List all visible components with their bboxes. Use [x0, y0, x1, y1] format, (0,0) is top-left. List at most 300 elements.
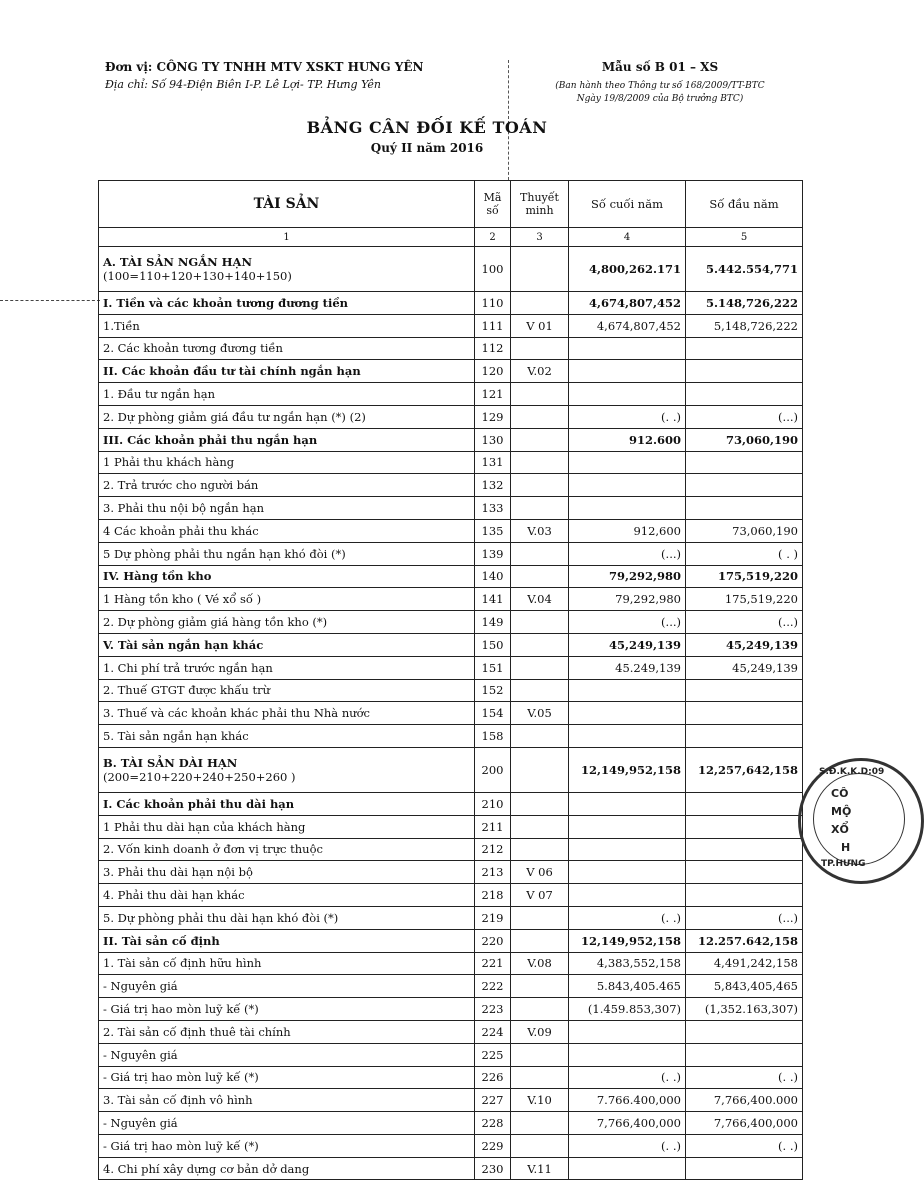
asset-name-cell [99, 588, 475, 611]
asset-name: 1 Phải thu dài hạn của khách hàng [103, 819, 306, 834]
table-row [99, 633, 803, 656]
company-seal: S.Đ.K.K.D:09 CÔ MỘ XỔ H TP.HƯNG [798, 758, 924, 884]
table-row [99, 952, 803, 975]
col-index: 3 [511, 228, 569, 247]
table-row [99, 565, 803, 588]
asset-name: 4. Phải thu dài hạn khác [103, 888, 245, 903]
asset-name-cell [99, 1089, 475, 1112]
end-year-cell: (...) [569, 542, 686, 565]
end-year-cell [569, 1157, 686, 1180]
asset-name: - Giá trị hao mòn luỹ kế (*) [103, 1070, 259, 1085]
end-year-cell: 7.766.400,000 [569, 1089, 686, 1112]
asset-name: 4. Chi phí xây dựng cơ bản dở dang [103, 1161, 310, 1176]
asset-name: 5 Dự phòng phải thu ngắn hạn khó đòi (*) [103, 546, 346, 561]
note-cell [511, 838, 569, 861]
asset-name: II. Các khoản đầu tư tài chính ngắn hạn [103, 364, 361, 379]
title-period: Quý II năm 2016 [370, 141, 484, 155]
begin-year-cell: 5,148,726,222 [686, 314, 803, 337]
end-year-cell [569, 383, 686, 406]
note-cell [511, 497, 569, 520]
asset-name: 4 Các khoản phải thu khác [103, 523, 259, 538]
asset-name: 3. Tài sản cố định vô hình [103, 1093, 253, 1108]
asset-name-cell [99, 633, 475, 656]
asset-name-cell [99, 247, 475, 292]
asset-name-cell [99, 952, 475, 975]
note-cell [511, 998, 569, 1021]
table-row [99, 337, 803, 360]
code-cell: 140 [475, 565, 511, 588]
code-cell: 221 [475, 952, 511, 975]
col-index: 1 [99, 228, 475, 247]
note-cell [511, 725, 569, 748]
note-cell [511, 611, 569, 634]
asset-name: V. Tài sản ngắn hạn khác [103, 637, 264, 652]
end-year-cell [569, 1043, 686, 1066]
code-cell: 210 [475, 792, 511, 815]
note-cell: V.09 [511, 1020, 569, 1043]
code-cell: 149 [475, 611, 511, 634]
end-year-cell: 912.600 [569, 428, 686, 451]
code-cell: 133 [475, 497, 511, 520]
asset-name-cell [99, 998, 475, 1021]
code-cell: 228 [475, 1112, 511, 1135]
code-cell: 129 [475, 405, 511, 428]
col-header-end-year: Số cuối năm [569, 181, 686, 228]
asset-name: - Nguyên giá [103, 1115, 178, 1130]
code-cell: 121 [475, 383, 511, 406]
table-row [99, 1043, 803, 1066]
table-row [99, 815, 803, 838]
note-cell [511, 428, 569, 451]
note-cell [511, 474, 569, 497]
asset-name: B. TÀI SẢN DÀI HẠN [103, 755, 238, 770]
end-year-cell: 5.843,405.465 [569, 975, 686, 998]
header-right [530, 60, 790, 106]
asset-name-cell [99, 611, 475, 634]
end-year-cell [569, 838, 686, 861]
asset-name: III. Các khoản phải thu ngắn hạn [103, 432, 318, 447]
asset-name-cell [99, 792, 475, 815]
asset-name-cell [99, 861, 475, 884]
table-row [99, 360, 803, 383]
asset-name-cell [99, 1112, 475, 1135]
asset-name-cell [99, 884, 475, 907]
begin-year-cell: 45,249,139 [686, 656, 803, 679]
note-cell: V.11 [511, 1157, 569, 1180]
code-cell: 211 [475, 815, 511, 838]
begin-year-cell: 5,843,405,465 [686, 975, 803, 998]
note-cell [511, 679, 569, 702]
asset-formula: (100=110+120+130+140+150) [103, 269, 292, 283]
code-cell: 224 [475, 1020, 511, 1043]
end-year-cell [569, 792, 686, 815]
title-main: BẢNG CÂN ĐỐI KẾ TOÁN [306, 118, 548, 137]
code-cell: 213 [475, 861, 511, 884]
code-cell: 135 [475, 519, 511, 542]
asset-name: A. TÀI SẢN NGẮN HẠN [103, 255, 252, 269]
code-cell: 227 [475, 1089, 511, 1112]
asset-name-cell [99, 314, 475, 337]
note-cell: V.05 [511, 702, 569, 725]
asset-name-cell [99, 679, 475, 702]
note-cell [511, 975, 569, 998]
table-row [99, 1134, 803, 1157]
table-row [99, 1020, 803, 1043]
begin-year-cell [686, 1043, 803, 1066]
asset-name: 2. Trả trước cho người bán [103, 478, 259, 493]
asset-name: 5. Tài sản ngắn hạn khác [103, 729, 249, 744]
begin-year-cell: (...) [686, 405, 803, 428]
table-row [99, 861, 803, 884]
asset-name-cell [99, 519, 475, 542]
col-header-begin-year: Số đầu năm [686, 181, 803, 228]
code-cell: 150 [475, 633, 511, 656]
code-cell: 100 [475, 247, 511, 292]
asset-name: - Giá trị hao mòn luỹ kế (*) [103, 1002, 259, 1016]
asset-name: 1. Chi phí trả trước ngắn hạn [103, 660, 273, 675]
begin-year-cell: 7,766,400.000 [686, 1089, 803, 1112]
regulation-note-line1: (Ban hành theo Thông tư số 168/2009/TT-BTC [555, 81, 765, 91]
code-cell: 218 [475, 884, 511, 907]
unit-address: Địa chỉ: Số 94-Điện Biên I-P. Lê Lợi- TP. Hưng Yên [105, 78, 381, 91]
form-number: Mẫu số B 01 – XS [601, 60, 719, 74]
regulation-note [530, 80, 790, 106]
note-cell [511, 1134, 569, 1157]
asset-name-cell [99, 405, 475, 428]
asset-name-cell [99, 292, 475, 315]
asset-name-cell [99, 975, 475, 998]
asset-name-cell [99, 1066, 475, 1089]
note-cell [511, 1043, 569, 1066]
end-year-cell: 12,149,952,158 [569, 929, 686, 952]
asset-name: 5. Dự phòng phải thu dài hạn khó đòi (*) [103, 910, 339, 925]
end-year-cell: 79,292,980 [569, 565, 686, 588]
note-cell [511, 451, 569, 474]
asset-name: 1 Phải thu khách hàng [103, 455, 235, 470]
code-cell: 158 [475, 725, 511, 748]
begin-year-cell [686, 725, 803, 748]
asset-name-cell [99, 360, 475, 383]
begin-year-cell: (. .) [686, 1134, 803, 1157]
column-index-row [99, 228, 803, 247]
end-year-cell: 12,149,952,158 [569, 747, 686, 792]
table-row [99, 1089, 803, 1112]
begin-year-cell [686, 1020, 803, 1043]
begin-year-cell: 73,060,190 [686, 428, 803, 451]
table-row [99, 428, 803, 451]
begin-year-cell [686, 383, 803, 406]
end-year-cell: (. .) [569, 906, 686, 929]
header-left [105, 58, 423, 94]
end-year-cell [569, 884, 686, 907]
asset-name-cell [99, 1043, 475, 1066]
asset-name-cell [99, 428, 475, 451]
begin-year-cell [686, 679, 803, 702]
begin-year-cell: (1,352.163,307) [686, 998, 803, 1021]
code-cell: 223 [475, 998, 511, 1021]
asset-name-cell [99, 725, 475, 748]
table-row [99, 314, 803, 337]
col-index: 2 [475, 228, 511, 247]
begin-year-cell: 175,519,220 [686, 565, 803, 588]
asset-name: - Giá trị hao mòn luỹ kế (*) [103, 1138, 259, 1153]
table-row [99, 383, 803, 406]
asset-name: - Nguyên giá [103, 979, 178, 994]
code-cell: 151 [475, 656, 511, 679]
code-cell: 130 [475, 428, 511, 451]
table-row [99, 884, 803, 907]
code-cell: 120 [475, 360, 511, 383]
code-cell: 229 [475, 1134, 511, 1157]
asset-name: IV. Hàng tồn kho [103, 569, 212, 584]
table-row [99, 998, 803, 1021]
table-row [99, 247, 803, 292]
table-row [99, 656, 803, 679]
code-cell: 220 [475, 929, 511, 952]
asset-name: 2. Dự phòng giảm giá hàng tồn kho (*) [103, 615, 328, 630]
begin-year-cell: 12.257.642,158 [686, 929, 803, 952]
regulation-note-line2: Ngày 19/8/2009 của Bộ trưởng BTC) [576, 94, 744, 104]
note-cell: V 01 [511, 314, 569, 337]
table-row [99, 1066, 803, 1089]
end-year-cell: (...) [569, 611, 686, 634]
asset-name-cell [99, 929, 475, 952]
asset-name: I. Các khoản phải thu dài hạn [103, 796, 295, 811]
col-header-asset: TÀI SẢN [99, 181, 475, 228]
begin-year-cell [686, 861, 803, 884]
table-row [99, 702, 803, 725]
asset-name: 1. Tài sản cố định hữu hình [103, 956, 262, 971]
begin-year-cell: (...) [686, 906, 803, 929]
code-cell: 141 [475, 588, 511, 611]
table-row [99, 292, 803, 315]
table-row [99, 474, 803, 497]
asset-name-cell [99, 497, 475, 520]
end-year-cell [569, 725, 686, 748]
asset-name: - Nguyên giá [103, 1047, 178, 1062]
note-cell [511, 792, 569, 815]
table-row [99, 451, 803, 474]
asset-name-cell [99, 451, 475, 474]
asset-name-cell [99, 838, 475, 861]
note-cell [511, 656, 569, 679]
note-cell [511, 906, 569, 929]
begin-year-cell [686, 792, 803, 815]
asset-name: 2. Các khoản tương đương tiền [103, 341, 283, 356]
note-cell: V.02 [511, 360, 569, 383]
begin-year-cell: ( . ) [686, 542, 803, 565]
col-header-note: Thuyết minh [511, 181, 569, 228]
begin-year-cell [686, 497, 803, 520]
code-cell: 212 [475, 838, 511, 861]
end-year-cell [569, 702, 686, 725]
begin-year-cell: 4,491,242,158 [686, 952, 803, 975]
end-year-cell [569, 337, 686, 360]
col-header-code: Mã số [475, 181, 511, 228]
table-header-row [99, 181, 803, 228]
end-year-cell: 4,383,552,158 [569, 952, 686, 975]
asset-name-cell [99, 656, 475, 679]
begin-year-cell: 7,766,400,000 [686, 1112, 803, 1135]
note-cell: V.04 [511, 588, 569, 611]
table-row [99, 497, 803, 520]
note-cell [511, 565, 569, 588]
code-cell: 152 [475, 679, 511, 702]
asset-name-cell [99, 747, 475, 792]
table-row [99, 838, 803, 861]
asset-name-cell [99, 702, 475, 725]
begin-year-cell: 12,257,642,158 [686, 747, 803, 792]
end-year-cell: 79,292,980 [569, 588, 686, 611]
table-row [99, 747, 803, 792]
asset-name-cell [99, 474, 475, 497]
table-row [99, 519, 803, 542]
scan-artifact-line [0, 300, 100, 301]
asset-name: II. Tài sản cố định [103, 933, 220, 948]
end-year-cell: 45,249,139 [569, 633, 686, 656]
asset-name: 2. Dự phòng giảm giá đầu tư ngắn hạn (*) (2) [103, 409, 366, 424]
end-year-cell: 4,674,807,452 [569, 314, 686, 337]
note-cell [511, 247, 569, 292]
end-year-cell [569, 360, 686, 383]
table-row [99, 975, 803, 998]
asset-name: 3. Phải thu dài hạn nội bộ [103, 865, 253, 880]
begin-year-cell [686, 474, 803, 497]
note-cell [511, 292, 569, 315]
asset-name-cell [99, 1020, 475, 1043]
asset-name: 3. Thuế và các khoản khác phải thu Nhà nước [103, 706, 370, 721]
asset-name: I. Tiền và các khoản tương đương tiền [103, 295, 348, 310]
col-index: 4 [569, 228, 686, 247]
note-cell [511, 383, 569, 406]
table-row [99, 1112, 803, 1135]
begin-year-cell [686, 884, 803, 907]
table-body [99, 247, 803, 1180]
note-cell [511, 337, 569, 360]
begin-year-cell: (. .) [686, 1066, 803, 1089]
table-row [99, 792, 803, 815]
asset-name: 1. Đầu tư ngắn hạn [103, 387, 216, 402]
asset-name: 2. Vốn kinh doanh ở đơn vị trực thuộc [103, 842, 323, 857]
asset-name: 3. Phải thu nội bộ ngắn hạn [103, 501, 265, 516]
document-title [0, 118, 854, 155]
asset-name: 2. Thuế GTGT được khấu trừ [103, 683, 271, 698]
code-cell: 226 [475, 1066, 511, 1089]
asset-name-cell [99, 383, 475, 406]
end-year-cell: (. .) [569, 1134, 686, 1157]
asset-name: 2. Tài sản cố định thuê tài chính [103, 1024, 291, 1039]
code-cell: 131 [475, 451, 511, 474]
table-row [99, 588, 803, 611]
table-row [99, 725, 803, 748]
note-cell [511, 929, 569, 952]
end-year-cell [569, 679, 686, 702]
end-year-cell [569, 815, 686, 838]
begin-year-cell: 45,249,139 [686, 633, 803, 656]
note-cell [511, 815, 569, 838]
begin-year-cell [686, 1157, 803, 1180]
end-year-cell [569, 451, 686, 474]
asset-name: 1 Hàng tồn kho ( Vé xổ số ) [103, 592, 262, 607]
note-cell [511, 542, 569, 565]
end-year-cell: 7,766,400,000 [569, 1112, 686, 1135]
end-year-cell [569, 474, 686, 497]
code-cell: 219 [475, 906, 511, 929]
end-year-cell: 4,674,807,452 [569, 292, 686, 315]
note-cell [511, 747, 569, 792]
code-cell: 110 [475, 292, 511, 315]
balance-sheet-table [98, 180, 803, 1180]
note-cell [511, 405, 569, 428]
end-year-cell [569, 861, 686, 884]
begin-year-cell [686, 838, 803, 861]
asset-formula: (200=210+220+240+250+260 ) [103, 769, 296, 784]
note-cell [511, 633, 569, 656]
end-year-cell: 45.249,139 [569, 656, 686, 679]
begin-year-cell [686, 360, 803, 383]
note-cell: V.10 [511, 1089, 569, 1112]
code-cell: 225 [475, 1043, 511, 1066]
table-row [99, 679, 803, 702]
end-year-cell: 912,600 [569, 519, 686, 542]
code-cell: 154 [475, 702, 511, 725]
table-row [99, 405, 803, 428]
end-year-cell: (. .) [569, 405, 686, 428]
note-cell: V.08 [511, 952, 569, 975]
begin-year-cell: 5.148,726,222 [686, 292, 803, 315]
code-cell: 111 [475, 314, 511, 337]
col-index: 5 [686, 228, 803, 247]
asset-name-cell [99, 906, 475, 929]
unit-name: Đơn vị: CÔNG TY TNHH MTV XSKT HƯNG YÊN [105, 60, 424, 74]
end-year-cell [569, 497, 686, 520]
note-cell: V 06 [511, 861, 569, 884]
begin-year-cell [686, 337, 803, 360]
code-cell: 112 [475, 337, 511, 360]
code-cell: 222 [475, 975, 511, 998]
code-cell: 230 [475, 1157, 511, 1180]
begin-year-cell [686, 815, 803, 838]
end-year-cell: (1.459.853,307) [569, 998, 686, 1021]
table-row [99, 906, 803, 929]
begin-year-cell: (...) [686, 611, 803, 634]
table-row [99, 1157, 803, 1180]
note-cell [511, 1112, 569, 1135]
code-cell: 132 [475, 474, 511, 497]
asset-name-cell [99, 542, 475, 565]
code-cell: 139 [475, 542, 511, 565]
end-year-cell [569, 1020, 686, 1043]
asset-name: 1.Tiền [103, 318, 140, 333]
note-cell: V 07 [511, 884, 569, 907]
note-cell [511, 1066, 569, 1089]
end-year-cell: 4,800,262.171 [569, 247, 686, 292]
begin-year-cell: 175,519,220 [686, 588, 803, 611]
begin-year-cell [686, 702, 803, 725]
table-row [99, 542, 803, 565]
asset-name-cell [99, 565, 475, 588]
code-cell: 200 [475, 747, 511, 792]
begin-year-cell: 5.442.554,771 [686, 247, 803, 292]
asset-name-cell [99, 815, 475, 838]
table-row [99, 611, 803, 634]
begin-year-cell [686, 451, 803, 474]
note-cell: V.03 [511, 519, 569, 542]
asset-name-cell [99, 1157, 475, 1180]
table-row [99, 929, 803, 952]
asset-name-cell [99, 337, 475, 360]
end-year-cell: (. .) [569, 1066, 686, 1089]
